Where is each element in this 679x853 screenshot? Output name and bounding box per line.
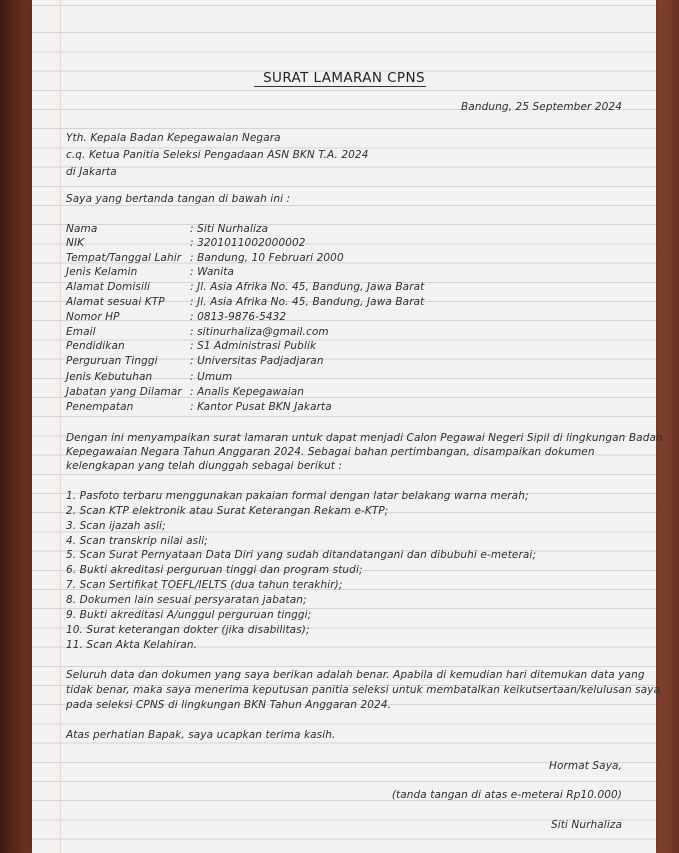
document-list-item: 2. Scan KTP elektronik atau Surat Keterangan Rekam e-KTP; xyxy=(66,505,389,517)
signer-name: Siti Nurhaliza xyxy=(550,819,622,831)
recipient-line: c.q. Ketua Panitia Seleksi Pengadaan ASN BKN T.A. 2024 xyxy=(66,149,369,161)
field-value: : 3201011002000002 xyxy=(190,237,306,249)
field-label: Jenis Kelamin xyxy=(66,266,138,278)
field-label: NIK xyxy=(66,237,85,249)
desk-background-right xyxy=(653,0,679,853)
field-value: : S1 Administrasi Publik xyxy=(190,340,317,352)
field-value: : Umum xyxy=(190,371,233,383)
field-value: : Universitas Padjadjaran xyxy=(190,355,324,367)
statement-line: tidak benar, maka saya menerima keputusan panitia seleksi untuk membatalkan keikutsertaan/kelulusan saya xyxy=(66,684,661,696)
field-value: : Siti Nurhaliza xyxy=(190,223,269,235)
field-label: Alamat sesuai KTP xyxy=(66,296,165,308)
body-paragraph-line: Kepegawaian Negara Tahun Anggaran 2024. Sebagai bahan pertimbangan, disampaikan dokumen xyxy=(66,446,595,458)
document-list-item: 10. Surat keterangan dokter (jika disabilitas); xyxy=(66,624,310,636)
field-value: : Jl. Asia Afrika No. 45, Bandung, Jawa Barat xyxy=(190,281,425,293)
document-list-item: 1. Pasfoto terbaru menggunakan pakaian formal dengan latar belakang warna merah; xyxy=(66,490,529,502)
field-value: : Wanita xyxy=(190,266,235,278)
paper-margin-line xyxy=(60,0,61,853)
field-label: Perguruan Tinggi xyxy=(66,355,158,367)
field-label: Alamat Domisili xyxy=(66,281,151,293)
field-label: Pendidikan xyxy=(66,340,125,352)
field-label: Nama xyxy=(66,223,98,235)
field-value: : sitinurhaliza@gmail.com xyxy=(190,326,329,338)
closing-text: Atas perhatian Bapak, saya ucapkan terima kasih. xyxy=(66,729,336,741)
document-list-item: 3. Scan ijazah asli; xyxy=(66,520,166,532)
field-label: Tempat/Tanggal Lahir xyxy=(66,252,182,264)
letter-title: SURAT LAMARAN CPNS xyxy=(263,70,425,86)
field-value: : Analis Kepegawaian xyxy=(190,386,305,398)
field-value: : Jl. Asia Afrika No. 45, Bandung, Jawa Barat xyxy=(190,296,425,308)
field-label: Jabatan yang Dilamar xyxy=(66,386,182,398)
field-label: Jenis Kebutuhan xyxy=(66,371,153,383)
recipient-line: Yth. Kepala Badan Kepegawaian Negara xyxy=(66,132,281,144)
field-label: Penempatan xyxy=(66,401,134,413)
place-date: Bandung, 25 September 2024 xyxy=(460,101,622,113)
document-list-item: 11. Scan Akta Kelahiran. xyxy=(66,639,198,651)
intro-text: Saya yang bertanda tangan di bawah ini : xyxy=(66,193,291,205)
body-paragraph-line: Dengan ini menyampaikan surat lamaran untuk dapat menjadi Calon Pegawai Negeri Sipil di lingkungan Badan xyxy=(66,432,663,444)
field-value: : Kantor Pusat BKN Jakarta xyxy=(190,401,332,413)
document-list-item: 4. Scan transkrip nilai asli; xyxy=(66,535,208,547)
statement-line: Seluruh data dan dokumen yang saya berikan adalah benar. Apabila di kemudian hari ditemukan data yang xyxy=(66,669,645,681)
body-paragraph-line: kelengkapan yang telah diunggah sebagai berikut : xyxy=(66,460,343,472)
sign-off: Hormat Saya, xyxy=(548,760,622,772)
statement-line: pada seleksi CPNS di lingkungan BKN Tahun Anggaran 2024. xyxy=(66,699,392,711)
document-list-item: 6. Bukti akreditasi perguruan tinggi dan program studi; xyxy=(66,564,363,576)
lined-paper-sheet xyxy=(32,0,663,853)
field-label: Nomor HP xyxy=(66,311,120,323)
signature-note: (tanda tangan di atas e-meterai Rp10.000) xyxy=(391,789,622,801)
document-list-item: 5. Scan Surat Pernyataan Data Diri yang sudah ditandatangani dan dibubuhi e-meterai; xyxy=(66,549,537,561)
title-underline xyxy=(254,86,426,87)
recipient-line: di Jakarta xyxy=(66,166,117,178)
field-label: Email xyxy=(66,326,96,338)
field-value: : Bandung, 10 Februari 2000 xyxy=(190,252,344,264)
document-list-item: 8. Dokumen lain sesuai persyaratan jabatan; xyxy=(66,594,307,606)
document-list-item: 7. Scan Sertifikat TOEFL/IELTS (dua tahun terakhir); xyxy=(66,579,343,591)
document-list-item: 9. Bukti akreditasi A/unggul perguruan tinggi; xyxy=(66,609,312,621)
field-value: : 0813-9876-5432 xyxy=(190,311,287,323)
